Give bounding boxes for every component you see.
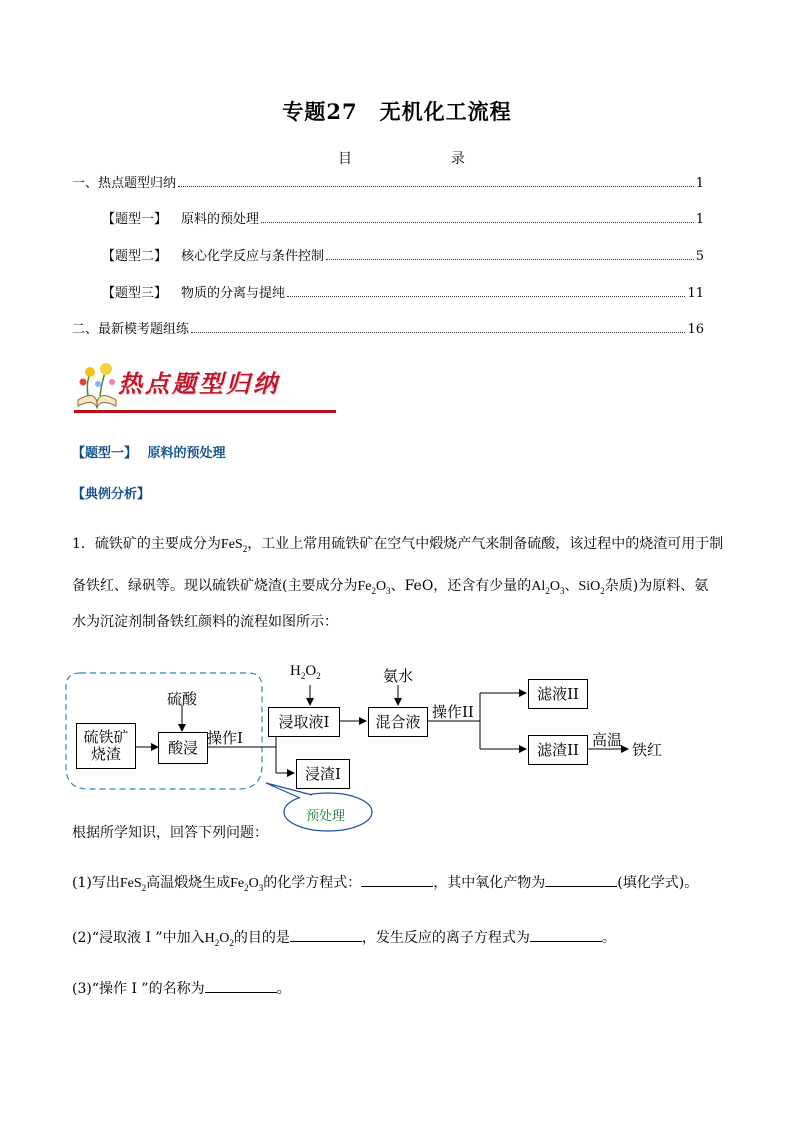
- toc-row-page: 1: [695, 212, 704, 227]
- q-text: 高温煅烧生成: [146, 875, 231, 891]
- mixed-liquid-box: 混合液: [368, 707, 428, 737]
- example-label: 【典例分析】: [72, 487, 151, 502]
- q-text: (1)写出: [72, 875, 120, 891]
- toc-heading-left: 目: [338, 151, 352, 167]
- toc-row-text: 原料的预处理: [181, 212, 260, 227]
- toc-leader: [178, 185, 694, 187]
- q-text: 。: [601, 930, 616, 946]
- leach-residue-box: 浸渣I: [296, 759, 350, 789]
- toc-row[interactable]: [102, 282, 704, 301]
- q-text: 。: [276, 981, 291, 997]
- answer-blank[interactable]: [530, 927, 602, 942]
- toc-row-tag: 【题型三】: [102, 286, 168, 301]
- q-text: ，其中氧化产物为: [433, 875, 546, 891]
- q-text: (2)“浸取液 I ”中加入: [72, 930, 205, 946]
- toc-leader: [287, 295, 685, 297]
- q-text: ，发生反应的离子方程式为: [361, 930, 530, 946]
- question-type-heading: [72, 442, 226, 461]
- q-text: 的目的是: [233, 930, 290, 946]
- formula-h2o2: $H_2O_2$: [204, 931, 234, 948]
- callout-label: 预处理: [306, 809, 346, 824]
- raw-material-box: 硫铁矿烧渣: [76, 723, 136, 769]
- answer-blank[interactable]: [290, 927, 362, 942]
- answer-blank[interactable]: [545, 872, 617, 887]
- formula-sio2: SiO$_2$: [578, 579, 605, 596]
- toc-row-text: 核心化学反应与条件控制: [181, 249, 325, 264]
- q-text: (3)“操作 I ”的名称为: [72, 981, 205, 997]
- filtrate-2-box: 滤液II: [528, 679, 588, 709]
- problem-text: 备铁红、绿矾等。现以硫铁矿烧渣(主要成分为: [72, 578, 358, 594]
- formula-fes2: FeS$_2$: [119, 876, 147, 893]
- toc-heading: [338, 148, 465, 168]
- question-3: [72, 978, 291, 998]
- product-label: 铁红: [632, 741, 663, 759]
- toc-row-page: 11: [687, 286, 704, 301]
- q-text: (填化学式)。: [617, 875, 699, 891]
- section-banner: [74, 360, 336, 416]
- residue-2-box: 滤渣II: [528, 735, 588, 765]
- operation-2-label: 操作II: [432, 703, 474, 721]
- toc-row-text: 二、最新模考题组练: [72, 322, 190, 337]
- toc-leader: [191, 331, 685, 333]
- answer-blank[interactable]: [205, 978, 277, 993]
- operation-1-label: 操作I: [207, 729, 243, 747]
- type-label: 【题型一】: [72, 446, 138, 461]
- h2o2-label: $H_2O_2$: [290, 663, 321, 681]
- ammonia-label: 氨水: [383, 667, 414, 685]
- question-2: [72, 927, 616, 948]
- toc-heading-right: 录: [450, 151, 465, 167]
- formula-fe2o3: $Fe_2O_3$: [357, 579, 391, 596]
- acid-label: 硫酸: [167, 690, 198, 708]
- book-flower-icon: [74, 360, 120, 410]
- questions-intro: 根据所学知识，回答下列问题：: [72, 825, 268, 841]
- flow-diagram: [0, 655, 794, 835]
- toc-row-text: 物质的分离与提纯: [181, 286, 286, 301]
- toc-row-tag: 【题型二】: [102, 249, 168, 264]
- toc-row[interactable]: [72, 172, 704, 191]
- toc-row[interactable]: [102, 245, 704, 264]
- banner-underline: [74, 410, 336, 413]
- type-title: 原料的预处理: [147, 446, 226, 461]
- high-temp-label: 高温: [592, 731, 623, 749]
- toc-leader: [261, 221, 694, 223]
- formula-fes2: FeS$_2$: [220, 537, 248, 554]
- leach-liquid-box: 浸取液I: [268, 707, 340, 737]
- formula-fe2o3: $Fe_2O_3$: [230, 876, 264, 893]
- problem-text: 、FeO，还含有少量的: [390, 578, 532, 594]
- question-1: [72, 872, 698, 893]
- toc-row-tag: 【题型一】: [102, 212, 168, 227]
- formula-al2o3: $Al_2O_3$: [531, 579, 565, 596]
- problem-text: 1．硫铁矿的主要成分为: [72, 536, 221, 552]
- toc-row[interactable]: [72, 318, 704, 337]
- acid-leach-box: 酸浸: [158, 732, 208, 764]
- toc-row-page: 1: [695, 176, 704, 191]
- toc-row-page: 16: [687, 322, 704, 337]
- problem-text: ，工业上常用硫铁矿在空气中煅烧产气来制备硫酸，该过程中的烧渣可用于制: [247, 536, 724, 552]
- banner-title: 热点题型归纳: [118, 370, 280, 398]
- problem-line-1: [72, 530, 732, 563]
- toc-row-page: 5: [695, 249, 704, 264]
- problem-line-3: 水为沉淀剂制备铁红颜料的流程如图所示：: [72, 614, 338, 630]
- page-title: 专题27 无机化工流程: [282, 99, 512, 124]
- toc-leader: [326, 258, 694, 260]
- problem-line-2: 备铁红、绿矾等。现以硫铁矿烧渣(主要成分为$Fe_2O_3$、FeO，还含有少量的$Al_2O_3$、SiO$_2$杂质)为原料、氨: [72, 578, 709, 596]
- toc-row[interactable]: [102, 208, 704, 227]
- problem-text: 杂质)为原料、氨: [604, 578, 709, 594]
- q-text: 的化学方程式：: [263, 875, 362, 891]
- answer-blank[interactable]: [361, 872, 433, 887]
- toc-row-text: 一、热点题型归纳: [72, 176, 177, 191]
